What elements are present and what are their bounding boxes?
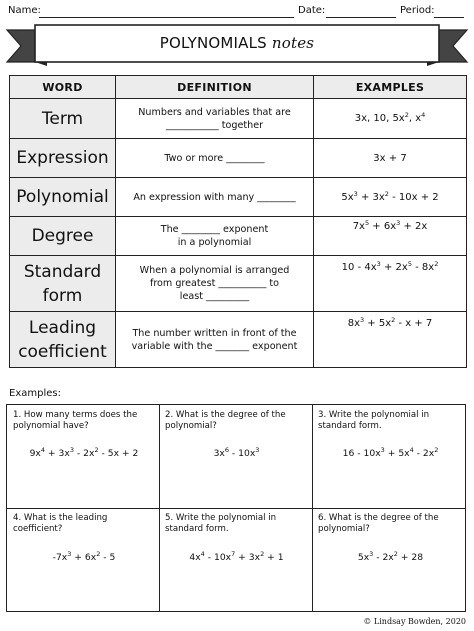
problem-expression: $16 - 10x^3 + 5x^4 - 2x^2$ bbox=[342, 446, 439, 459]
problem-question-text: coefficient? bbox=[13, 524, 63, 534]
problem-question-text: polynomial? bbox=[318, 524, 370, 534]
term-definition[interactable]: Two or more ________ bbox=[116, 139, 314, 178]
problem-expression: $3x^6 - 10x^3$ bbox=[213, 446, 260, 459]
grid-divider bbox=[7, 508, 465, 509]
term-word: Polynomial bbox=[10, 178, 116, 217]
problem-question-text: polynomial? bbox=[165, 421, 217, 431]
problem-expression: $5x^3 - 2x^2 + 28$ bbox=[357, 550, 424, 563]
vocabulary-table bbox=[9, 75, 467, 368]
table-row bbox=[10, 139, 467, 178]
column-header-examples: EXAMPLES bbox=[314, 76, 467, 99]
table-row bbox=[10, 312, 467, 368]
page-title: POLYNOMIALS notes bbox=[159, 34, 315, 52]
term-word: Term bbox=[10, 99, 116, 139]
term-word: Expression bbox=[10, 139, 116, 178]
term-definition[interactable]: The number written in front of the variable with the _______ exponent bbox=[116, 312, 314, 368]
term-definition[interactable]: When a polynomial is arranged from greatest __________ to least _________ bbox=[116, 256, 314, 312]
table-row bbox=[10, 178, 467, 217]
problem-question-text: 5. Write the polynomial in bbox=[165, 513, 277, 523]
term-example: $10 - 4x^3 + 2x^5 - 8x^2$ bbox=[314, 256, 467, 312]
term-example: $7x^5 + 6x^3 + 2x$ bbox=[314, 217, 467, 256]
term-definition[interactable]: The ________ exponent in a polynomial bbox=[116, 217, 314, 256]
term-example: 3x + 7 bbox=[314, 139, 467, 178]
problem-question-text: 2. What is the degree of the bbox=[165, 410, 286, 420]
problem-expression: $-7x^3 + 6x^2 - 5$ bbox=[52, 550, 116, 563]
term-word: Degree bbox=[10, 217, 116, 256]
example-problem-1[interactable] bbox=[8, 407, 160, 507]
example-problem-4[interactable] bbox=[8, 510, 160, 610]
problem-question-text: 6. What is the degree of the bbox=[318, 513, 439, 523]
table-row bbox=[10, 256, 467, 312]
problem-question-text: 1. How many terms does the bbox=[13, 410, 138, 420]
table-row bbox=[10, 99, 467, 139]
problem-question-text: standard form. bbox=[165, 524, 229, 534]
term-example: $5x^3 + 3x^2 - 10x + 2$ bbox=[314, 178, 467, 217]
problem-expression: $9x^4 + 3x^3 - 2x^2 - 5x + 2$ bbox=[29, 446, 139, 459]
table-header-row bbox=[10, 76, 467, 99]
term-example: 3x, 10, $5x^2$, $x^4$ bbox=[314, 99, 467, 139]
term-example: $8x^3 + 5x^2 - x + 7$ bbox=[314, 312, 467, 368]
term-word: Standard form bbox=[10, 256, 116, 312]
copyright-notice: © Lindsay Bowden, 2020 bbox=[363, 617, 466, 626]
problem-expression: $4x^4 - 10x^7 + 3x^2 + 1$ bbox=[189, 550, 284, 563]
examples-label: Examples: bbox=[9, 388, 61, 399]
example-problem-6[interactable] bbox=[313, 510, 468, 610]
term-definition[interactable]: Numbers and variables that are ___________ together bbox=[116, 99, 314, 139]
problem-question-text: polynomial have? bbox=[13, 421, 89, 431]
column-header-word: WORD bbox=[10, 76, 116, 99]
example-problem-2[interactable] bbox=[160, 407, 313, 507]
period-field[interactable] bbox=[434, 17, 464, 18]
example-problem-3[interactable] bbox=[313, 407, 468, 507]
date-label: Date: bbox=[298, 5, 326, 16]
term-definition[interactable]: An expression with many ________ bbox=[116, 178, 314, 217]
problem-question-text: 4. What is the leading bbox=[13, 513, 108, 523]
date-field[interactable] bbox=[326, 17, 396, 18]
examples-grid bbox=[6, 404, 466, 612]
problem-question-text: 3. Write the polynomial in bbox=[318, 410, 430, 420]
example-problem-5[interactable] bbox=[160, 510, 313, 610]
term-word: Leading coefficient bbox=[10, 312, 116, 368]
problem-question-text: standard form. bbox=[318, 421, 382, 431]
period-label: Period: bbox=[400, 5, 435, 16]
name-label: Name: bbox=[8, 5, 41, 16]
column-header-definition: DEFINITION bbox=[116, 76, 314, 99]
table-row bbox=[10, 217, 467, 256]
name-field[interactable] bbox=[39, 17, 294, 18]
header-line bbox=[8, 5, 466, 19]
title-banner bbox=[5, 22, 469, 66]
